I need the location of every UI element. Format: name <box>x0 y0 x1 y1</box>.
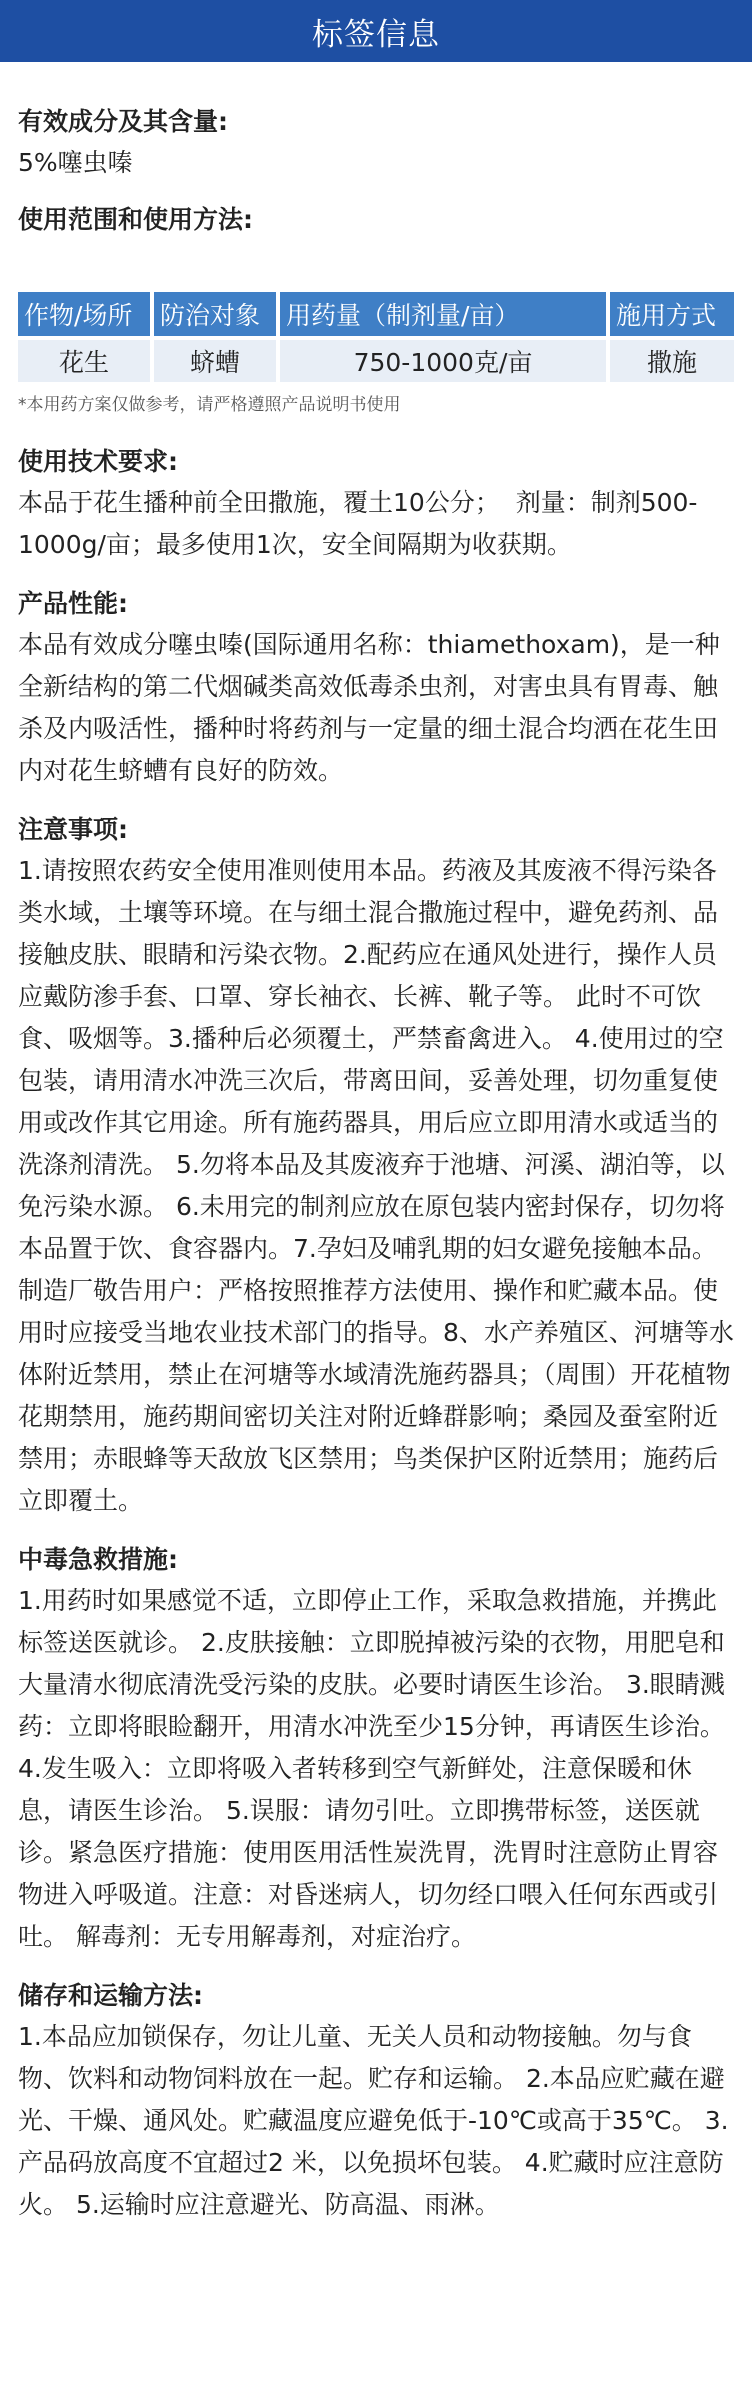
storage-title: 储存和运输方法: <box>18 1981 203 2010</box>
column-header-dosage: 用药量（制剂量/亩） <box>280 292 606 340</box>
first-aid-title: 中毒急救措施: <box>18 1545 178 1574</box>
usage-title: 使用范围和使用方法: <box>18 205 253 234</box>
cell-target: 蛴螬 <box>154 340 276 382</box>
cell-crop: 花生 <box>18 340 150 382</box>
column-header-crop: 作物/场所 <box>18 292 150 340</box>
column-header-target: 防治对象 <box>154 292 276 340</box>
storage-text: 1.本品应加锁保存，勿让儿童、无关人员和动物接触。勿与食物、饮料和动物饲料放在一起。贮存和运输。 2.本品应贮藏在避光、干燥、通风处。贮藏温度应避免低于-10℃或高于35℃。 3.产品码放高度不宜超过2 米，以免损坏包装。 4.贮藏时应注意防火。 5.运输时应注意避光、防高温、雨淋。 <box>18 2022 729 2219</box>
ingredients-title: 有效成分及其含量: <box>18 107 228 136</box>
ingredients-text: 5%噻虫嗪 <box>18 148 133 177</box>
cell-dosage: 750-1000克/亩 <box>280 340 606 382</box>
label-content <box>0 102 752 2226</box>
page-title: 标签信息 <box>312 16 440 53</box>
column-header-method: 施用方式 <box>610 292 734 340</box>
first-aid-text: 1.用药时如果感觉不适，立即停止工作，采取急救措施，并携此标签送医就诊。 2.皮肤接触：立即脱掉被污染的衣物，用肥皂和大量清水彻底清洗受污染的皮肤。必要时请医生诊治。 3.眼睛溅药：立即将眼睑翻开，用清水冲洗至少15分钟，再请医生诊治。 4.发生吸入：立即将吸入者转移到空气新鲜处，注意保暖和休息，请医生诊治。 5.误服：请勿引吐。立即携带标签，送医就诊。紧急医疗措施：使用医用活性炭洗胃，洗胃时注意防止胃容物进入呼吸道。注意：对昏迷病人，切勿经口喂入任何东西或引吐。 解毒剂：无专用解毒剂，对症治疗。 <box>18 1586 733 1951</box>
precautions-text: 1.请按照农药安全使用准则使用本品。药液及其废液不得污染各类水域，土壤等环境。在与细土混合撒施过程中，避免药剂、品接触皮肤、眼睛和污染衣物。2.配药应在通风处进行，操作人员应戴防渗手套、口罩、穿长袖衣、长裤、靴子等。 此时不可饮食、吸烟等。3.播种后必须覆土，严禁畜禽进入。 4.使用过的空包装，请用清水冲洗三次后，带离田间，妥善处理，切勿重复使用或改作其它用途。所有施药器具，用后应立即用清水或适当的洗涤剂清洗。 5.勿将本品及其废液弃于池塘、河溪、湖泊等，以免污染水源。 6.未用完的制剂应放在原包装内密封保存，切勿将本品置于饮、食容器内。7.孕妇及哺乳期的妇女避免接触本品。 制造厂敬告用户：严格按照推荐方法使用、操作和贮藏本品。使用时应接受当地农业技术部门的指导。8、水产养殖区、河塘等水体附近禁用，禁止在河塘等水域清洗施药器具；（周围）开花植物花期禁用，施药期间密切关注对附近蜂群影响；桑园及蚕室附近禁用；赤眼蜂等天敌放飞区禁用；鸟类保护区附近禁用；施药后立即覆土。 <box>18 856 734 1515</box>
precautions-title: 注意事项: <box>18 815 128 844</box>
usage-footnote: *本用药方案仅做参考，请严格遵照产品说明书使用 <box>18 395 401 415</box>
page-header <box>0 0 752 62</box>
usage-table-header-row <box>18 292 734 340</box>
table-row <box>18 340 734 382</box>
cell-method: 撒施 <box>610 340 734 382</box>
technical-title: 使用技术要求: <box>18 447 178 476</box>
usage-table <box>14 292 738 382</box>
performance-title: 产品性能: <box>18 589 128 618</box>
technical-text: 本品于花生播种前全田撒施，覆土10公分； 剂量：制剂500-1000g/亩；最多使用1次，安全间隔期为收获期。 <box>18 488 698 559</box>
performance-text: 本品有效成分噻虫嗪(国际通用名称：thiamethoxam)，是一种全新结构的第二代烟碱类高效低毒杀虫剂，对害虫具有胃毒、触杀及内吸活性，播种时将药剂与一定量的细土混合均洒在花生田内对花生蛴螬有良好的防效。 <box>18 630 720 785</box>
